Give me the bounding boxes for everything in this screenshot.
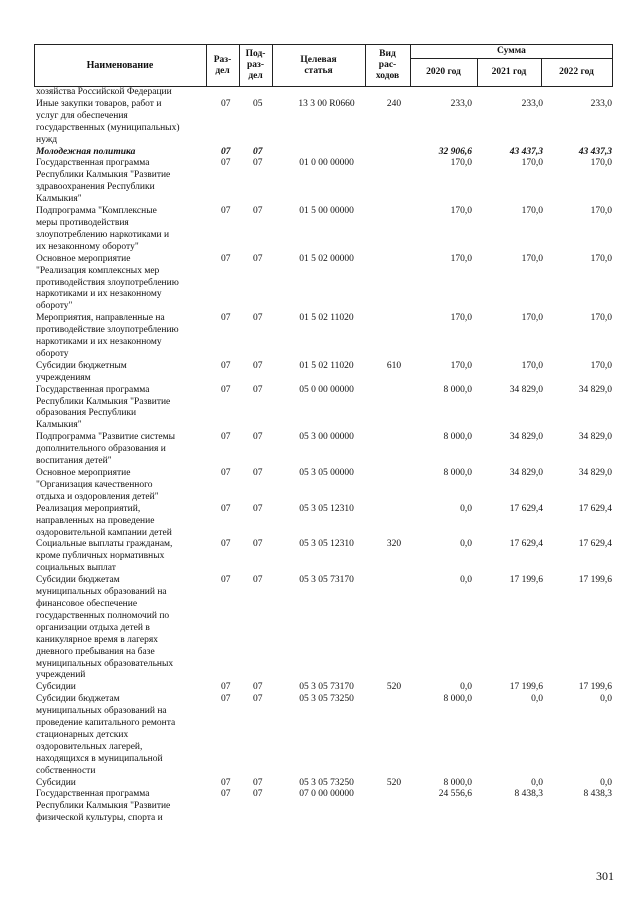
table-row bbox=[0, 778, 640, 790]
amount-2021-cell: 34 829,0 bbox=[509, 384, 543, 395]
podrazdel-cell: 07 bbox=[253, 575, 263, 586]
amount-2021-cell: 170,0 bbox=[521, 360, 543, 371]
amount-2022-cell: 43 437,3 bbox=[578, 146, 612, 157]
podrazdel-cell: 05 bbox=[253, 98, 263, 109]
podrazdel-cell: 07 bbox=[253, 313, 263, 324]
podrazdel-cell: 07 bbox=[253, 158, 263, 169]
table-row bbox=[0, 361, 640, 385]
amount-2020-cell: 170,0 bbox=[450, 158, 472, 169]
target-article-cell: 01 0 00 00000 bbox=[299, 158, 354, 169]
row-name-cell: Государственная программа Республики Калмыкия "Развитие физической культуры, спорта и bbox=[36, 789, 171, 824]
amount-2020-cell: 0,0 bbox=[460, 575, 472, 586]
row-name-cell: хозяйства Российской Федерации bbox=[36, 87, 172, 97]
razdel-cell: 07 bbox=[221, 158, 231, 169]
amount-2021-cell: 170,0 bbox=[521, 253, 543, 264]
header-target-article: Целевая статья bbox=[300, 54, 337, 76]
amount-2022-cell: 17 629,4 bbox=[578, 503, 612, 514]
podrazdel-cell: 07 bbox=[253, 468, 263, 478]
amount-2021-cell: 34 829,0 bbox=[509, 432, 543, 443]
table-row bbox=[0, 158, 640, 206]
razdel-cell: 07 bbox=[221, 694, 231, 705]
table-row bbox=[0, 468, 640, 504]
row-name-cell: Подпрограмма "Развитие системы дополнительного образования и воспитания детей" bbox=[36, 432, 175, 467]
table-row bbox=[0, 432, 640, 468]
amount-2020-cell: 233,0 bbox=[450, 98, 472, 109]
target-article-cell: 07 0 00 00000 bbox=[299, 789, 354, 800]
row-name-cell: Иные закупки товаров, работ и услуг для обеспечения государственных (муниципальных) нужд bbox=[36, 98, 180, 145]
amount-2021-cell: 170,0 bbox=[521, 313, 543, 324]
amount-2021-cell: 43 437,3 bbox=[509, 146, 543, 157]
amount-2020-cell: 8 000,0 bbox=[443, 432, 472, 443]
table-row bbox=[0, 147, 640, 159]
target-article-cell: 05 0 00 00000 bbox=[299, 384, 354, 395]
amount-2021-cell: 17 199,6 bbox=[509, 575, 543, 586]
amount-2020-cell: 8 000,0 bbox=[443, 777, 472, 788]
row-name-cell: Субсидии бюджетам муниципальных образований на проведение капитального ремонта стационарных детских оздоровительных лагерей, находящихся в муниципальной собственности bbox=[36, 694, 176, 776]
header-razdel: Раз- дел bbox=[213, 54, 232, 76]
row-name-cell: Государственная программа Республики Калмыкия "Развитие здравоохранения Республики Калмыкия" bbox=[36, 158, 171, 205]
podrazdel-cell: 07 bbox=[253, 694, 263, 705]
amount-2022-cell: 233,0 bbox=[590, 98, 612, 109]
podrazdel-cell: 07 bbox=[253, 682, 263, 693]
amount-2021-cell: 0,0 bbox=[531, 777, 543, 788]
razdel-cell: 07 bbox=[221, 146, 231, 157]
table-row bbox=[0, 789, 640, 825]
row-name-cell: Молодежная политика bbox=[36, 146, 136, 157]
table-row bbox=[0, 206, 640, 254]
amount-2020-cell: 0,0 bbox=[460, 503, 472, 514]
row-name-cell: Подпрограмма "Комплексные меры противодействия злоупотреблению наркотиками и их незаконному обороту" bbox=[36, 206, 170, 252]
expense-type-cell: 610 bbox=[386, 360, 402, 371]
podrazdel-cell: 07 bbox=[253, 432, 263, 443]
row-name-cell: Субсидии bbox=[36, 682, 76, 693]
razdel-cell: 07 bbox=[221, 503, 231, 514]
target-article-cell: 05 3 05 73250 bbox=[299, 694, 354, 705]
page-number: 301 bbox=[596, 869, 614, 883]
amount-2022-cell: 34 829,0 bbox=[578, 432, 612, 443]
table-body bbox=[0, 87, 640, 825]
target-article-cell: 01 5 02 11020 bbox=[299, 360, 354, 371]
table-row bbox=[0, 694, 640, 777]
amount-2022-cell: 17 199,6 bbox=[578, 575, 612, 586]
target-article-cell: 13 3 00 R0660 bbox=[298, 98, 355, 109]
table-row bbox=[0, 385, 640, 433]
row-name-cell: Государственная программа Республики Калмыкия "Развитие образования Республики Калмыкия" bbox=[36, 384, 171, 431]
target-article-cell: 05 3 05 73170 bbox=[299, 682, 354, 693]
header-expense-type: Вид рас- ходов bbox=[375, 49, 400, 81]
table-row bbox=[0, 254, 640, 314]
expense-type-cell: 320 bbox=[386, 539, 402, 550]
amount-2021-cell: 8 438,3 bbox=[514, 789, 543, 800]
amount-2022-cell: 17 199,6 bbox=[578, 682, 612, 693]
amount-2020-cell: 170,0 bbox=[450, 360, 472, 371]
target-article-cell: 05 3 05 73250 bbox=[299, 777, 354, 788]
target-article-cell: 01 5 00 00000 bbox=[299, 206, 354, 217]
podrazdel-cell: 07 bbox=[253, 206, 263, 217]
target-article-cell: 05 3 05 00000 bbox=[299, 468, 354, 478]
amount-2021-cell: 34 829,0 bbox=[509, 468, 543, 478]
target-article-cell: 01 5 02 11020 bbox=[299, 313, 354, 324]
amount-2020-cell: 0,0 bbox=[460, 682, 472, 693]
row-name-cell: Основное мероприятие "Организация качественного отдыха и оздоровления детей" bbox=[36, 468, 159, 502]
razdel-cell: 07 bbox=[221, 432, 231, 443]
amount-2022-cell: 0,0 bbox=[600, 777, 612, 788]
amount-2020-cell: 170,0 bbox=[450, 206, 472, 217]
razdel-cell: 07 bbox=[221, 384, 231, 395]
amount-2021-cell: 170,0 bbox=[521, 206, 543, 217]
podrazdel-cell: 07 bbox=[253, 360, 263, 371]
razdel-cell: 07 bbox=[221, 206, 231, 217]
target-article-cell: 01 5 02 00000 bbox=[299, 253, 354, 264]
podrazdel-cell: 07 bbox=[253, 146, 263, 157]
razdel-cell: 07 bbox=[221, 789, 231, 800]
table-header bbox=[34, 44, 613, 87]
amount-2022-cell: 0,0 bbox=[600, 694, 612, 705]
podrazdel-cell: 07 bbox=[253, 777, 263, 788]
podrazdel-cell: 07 bbox=[253, 789, 263, 800]
row-name-cell: Социальные выплаты гражданам, кроме публичных нормативных социальных выплат bbox=[36, 539, 173, 574]
razdel-cell: 07 bbox=[221, 539, 231, 550]
row-name-cell: Реализация мероприятий, направленных на проведение оздоровительной кампании детей bbox=[36, 503, 172, 538]
razdel-cell: 07 bbox=[221, 98, 231, 109]
table-row bbox=[0, 99, 640, 147]
amount-2022-cell: 170,0 bbox=[590, 158, 612, 169]
header-podrazdel: Под- раз- дел bbox=[245, 49, 266, 81]
razdel-cell: 07 bbox=[221, 575, 231, 586]
header-year-2020: 2020 год bbox=[426, 67, 461, 77]
amount-2021-cell: 17 629,4 bbox=[509, 503, 543, 514]
table-row bbox=[0, 682, 640, 694]
razdel-cell: 07 bbox=[221, 313, 231, 324]
amount-2022-cell: 34 829,0 bbox=[578, 468, 612, 478]
amount-2021-cell: 17 199,6 bbox=[509, 682, 543, 693]
amount-2021-cell: 0,0 bbox=[531, 694, 543, 705]
table-row bbox=[0, 575, 640, 682]
razdel-cell: 07 bbox=[221, 682, 231, 693]
target-article-cell: 05 3 05 73170 bbox=[299, 575, 354, 586]
header-year-2021: 2021 год bbox=[491, 67, 527, 77]
amount-2020-cell: 170,0 bbox=[450, 313, 472, 324]
amount-2020-cell: 8 000,0 bbox=[443, 468, 472, 478]
amount-2022-cell: 170,0 bbox=[590, 360, 612, 371]
amount-2021-cell: 170,0 bbox=[521, 158, 543, 169]
podrazdel-cell: 07 bbox=[253, 253, 263, 264]
amount-2020-cell: 0,0 bbox=[460, 539, 472, 550]
header-summa: Сумма bbox=[497, 45, 526, 56]
header-year-2022: 2022 год bbox=[559, 67, 594, 77]
amount-2021-cell: 17 629,4 bbox=[509, 539, 543, 550]
razdel-cell: 07 bbox=[221, 360, 231, 371]
expense-type-cell: 240 bbox=[386, 98, 402, 109]
expense-type-cell: 520 bbox=[386, 777, 402, 788]
podrazdel-cell: 07 bbox=[253, 384, 263, 395]
row-name-cell: Субсидии бюджетам муниципальных образований на финансовое обеспечение государственных полномочий по организации отдыха детей в каникулярное время в лагерях дневного пребывания на базе муниципальных образовательных учреждений bbox=[36, 575, 174, 681]
amount-2020-cell: 8 000,0 bbox=[443, 384, 472, 395]
row-name-cell: Основное мероприятие "Реализация комплексных мер противодействия злоупотреблению наркотиками и их незаконному обороту" bbox=[36, 253, 179, 312]
razdel-cell: 07 bbox=[221, 777, 231, 788]
amount-2020-cell: 8 000,0 bbox=[443, 694, 472, 705]
podrazdel-cell: 07 bbox=[253, 503, 263, 514]
expense-type-cell: 520 bbox=[386, 682, 402, 693]
row-name-cell: Мероприятия, направленные на противодействие злоупотреблению наркотиками и их незаконному обороту bbox=[36, 313, 179, 359]
target-article-cell: 05 3 05 12310 bbox=[299, 503, 354, 514]
row-name-cell: Субсидии bbox=[36, 777, 76, 788]
amount-2020-cell: 170,0 bbox=[450, 253, 472, 264]
row-name-cell: Субсидии бюджетным учреждениям bbox=[36, 360, 127, 383]
amount-2022-cell: 34 829,0 bbox=[578, 384, 612, 395]
table-row bbox=[0, 504, 640, 540]
amount-2022-cell: 17 629,4 bbox=[578, 539, 612, 550]
podrazdel-cell: 07 bbox=[253, 539, 263, 550]
amount-2022-cell: 170,0 bbox=[590, 253, 612, 264]
target-article-cell: 05 3 00 00000 bbox=[299, 432, 354, 443]
amount-2021-cell: 233,0 bbox=[521, 98, 543, 109]
amount-2020-cell: 24 556,6 bbox=[438, 789, 472, 800]
amount-2022-cell: 170,0 bbox=[590, 206, 612, 217]
table-row bbox=[0, 87, 640, 99]
amount-2020-cell: 32 906,6 bbox=[438, 146, 472, 157]
razdel-cell: 07 bbox=[221, 468, 231, 478]
header-name: Наименование bbox=[86, 60, 154, 71]
table-row bbox=[0, 313, 640, 361]
amount-2022-cell: 8 438,3 bbox=[583, 789, 612, 800]
table-row bbox=[0, 539, 640, 575]
amount-2022-cell: 170,0 bbox=[590, 313, 612, 324]
target-article-cell: 05 3 05 12310 bbox=[299, 539, 354, 550]
razdel-cell: 07 bbox=[221, 253, 231, 264]
